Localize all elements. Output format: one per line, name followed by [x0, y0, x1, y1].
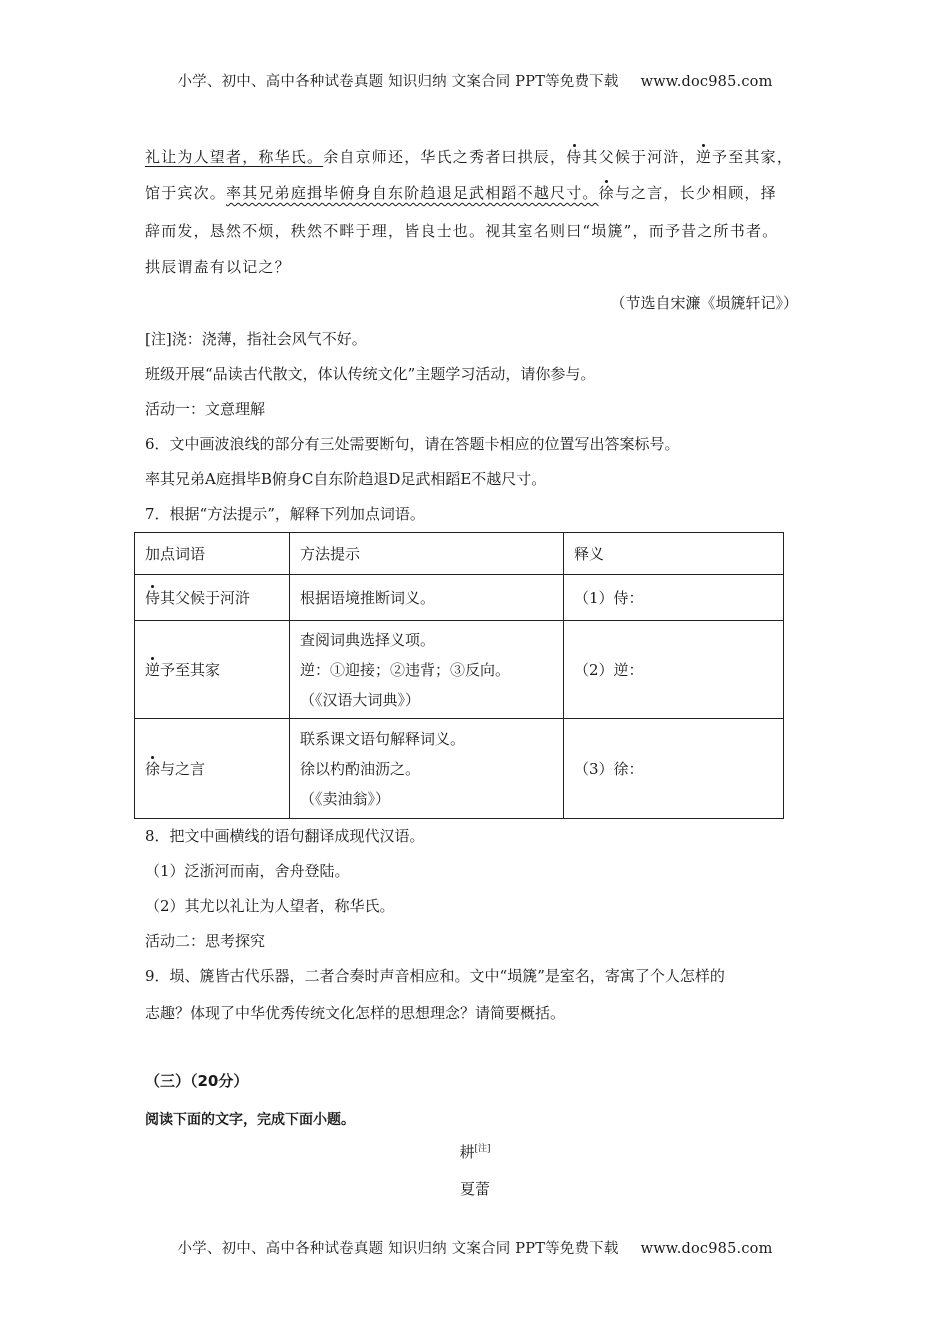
- table-header-cell: 方法提示: [290, 533, 564, 575]
- method-line: 查阅词典选择义项。: [300, 630, 436, 649]
- passage-source: （节选自宋濂《埙篪轩记》）: [610, 294, 798, 312]
- article-title-text: 耕: [459, 1143, 475, 1161]
- table-cell-method: 根据语境推断词义。: [290, 575, 564, 621]
- title-note-marker: [注]: [474, 1144, 491, 1154]
- page-footer: [0, 1237, 950, 1258]
- question-8: 8．把文中画横线的语句翻译成现代汉语。: [145, 827, 425, 845]
- word-context: 与之言: [160, 759, 206, 778]
- section-3-heading: （三）（20分）: [145, 1072, 249, 1090]
- header-site-link[interactable]: www.doc985.com: [640, 74, 773, 90]
- passage-text: 予至其家，: [712, 148, 794, 166]
- table-header-cell: 加点词语: [135, 533, 290, 575]
- annotation-note: [注]浇：浇薄，指社会风气不好。: [145, 330, 367, 348]
- question-8-2: （2）其尤以礼让为人望者，称华氏。: [145, 897, 395, 915]
- table-cell-method: [290, 621, 564, 719]
- table-row: [135, 621, 784, 719]
- table-cell-method: [290, 719, 564, 819]
- method-line: 逆：①迎接；②违背；③反向。: [300, 660, 511, 679]
- word-context: 其父候于河浒: [160, 588, 251, 607]
- method-line: 联系课文语句解释词义。: [300, 729, 466, 748]
- activity-intro: 班级开展“品读古代散文，体认传统文化”主题学习活动，请你参与。: [145, 365, 596, 383]
- article-title: [0, 1141, 950, 1162]
- passage-text: 馆于宾次。: [145, 184, 227, 202]
- passage-text: 余自京师还，华氏之秀者曰拱辰，: [323, 148, 567, 166]
- dotted-word: 逆: [145, 660, 161, 679]
- table-row: [135, 575, 784, 621]
- question-9-line-1: 9．埙、篪皆古代乐器，二者合奏时声音相应和。文中“埙篪”是室名，寄寓了个人怎样的: [145, 967, 725, 985]
- method-line: （《卖油翁》）: [300, 789, 391, 808]
- passage-text: 其父候于河浒，: [582, 148, 696, 166]
- section-3-instructions: 阅读下面的文字，完成下面小题。: [145, 1112, 355, 1128]
- passage-line-3: 辞而发，恳然不烦，秩然不畔于理，皆良士也。视其室名则曰“埙篪”，而予昔之所书者。: [145, 222, 779, 240]
- table-cell-word: [135, 621, 290, 719]
- activity-one-heading: 活动一：文意理解: [145, 400, 266, 418]
- footer-site-link[interactable]: www.doc985.com: [640, 1241, 773, 1257]
- dotted-word: 徐: [145, 759, 161, 778]
- article-author: 夏蕾: [459, 1180, 490, 1198]
- passage-line-1: [145, 146, 793, 167]
- question-7: 7．根据“方法提示”，解释下列加点词语。: [145, 505, 425, 523]
- table-cell-answer: （1）侍：: [564, 575, 784, 621]
- footer-text: 小学、初中、高中各种试卷真题 知识归纳 文案合同 PPT等免费下载: [177, 1241, 619, 1257]
- passage-line-2: [145, 182, 777, 203]
- question-8-1: （1）泛浙河而南，舍舟登陆。: [145, 862, 350, 880]
- method-line: 徐以杓酌油沥之。: [300, 759, 421, 778]
- dotted-word-ni: 逆: [695, 148, 713, 166]
- passage-line-4: 拱辰谓盍有以记之？: [145, 258, 291, 276]
- table-row: [135, 719, 784, 819]
- table-cell-answer: （3）徐：: [564, 719, 784, 819]
- table-header-row: [135, 533, 784, 575]
- header-text: 小学、初中、高中各种试卷真题 知识归纳 文案合同 PPT等免费下载: [177, 74, 619, 90]
- table-cell-word: [135, 719, 290, 819]
- dotted-word: 侍: [145, 588, 161, 607]
- activity-two-heading: 活动二：思考探究: [145, 932, 266, 950]
- method-line: （《汉语大词典》）: [300, 690, 421, 709]
- dotted-word-shi: 侍: [566, 148, 583, 166]
- page-header: [0, 70, 950, 91]
- table-cell-word: [135, 575, 290, 621]
- table-header-cell: 释义: [564, 533, 784, 575]
- underlined-sentence-end: 礼让为人望者，称华氏。: [145, 148, 324, 166]
- table-cell-answer: （2）逆：: [564, 621, 784, 719]
- question-6: 6．文中画波浪线的部分有三处需要断句，请在答题卡相应的位置写出答案标号。: [145, 435, 680, 453]
- wavy-underlined-sentence: 率其兄弟庭揖毕俯身自东阶趋退足武相蹈不越尺寸。: [226, 184, 599, 202]
- question-6-options: 率其兄弟A庭揖毕B俯身C自东阶趋退D足武相蹈E不越尺寸。: [145, 470, 547, 488]
- dotted-word-xu: 徐: [598, 184, 615, 202]
- passage-text: 与之言，长少相顾，择: [614, 184, 777, 202]
- question-9-line-2: 志趣？体现了中华优秀传统文化怎样的思想理念？请简要概括。: [145, 1004, 566, 1022]
- vocab-table: [134, 532, 784, 819]
- word-context: 予至其家: [160, 660, 221, 679]
